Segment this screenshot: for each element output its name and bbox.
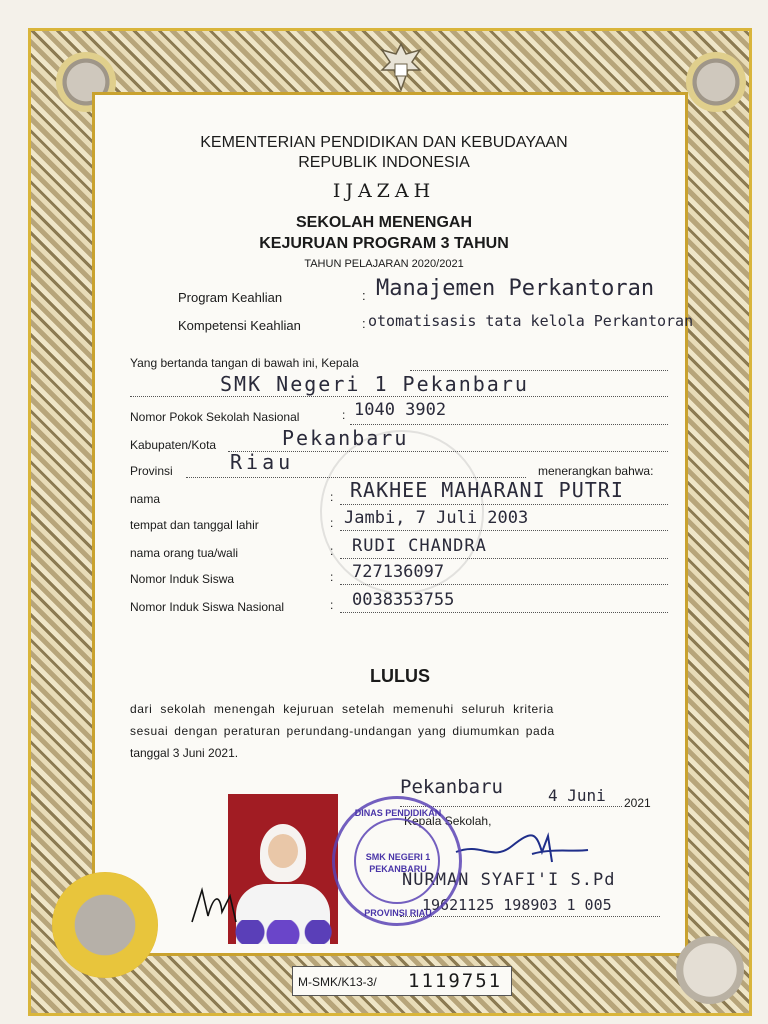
student-name-value: RAKHEE MAHARANI PUTRI — [350, 478, 624, 502]
nis-value: 727136097 — [352, 562, 445, 582]
principal-name: NURMAN SYAFI'I S.Pd — [402, 870, 616, 890]
npsn-value: 1040 3902 — [354, 400, 447, 420]
colon: : — [330, 544, 334, 558]
colon: : — [342, 408, 346, 422]
colon: : — [362, 288, 366, 303]
academic-year: TAHUN PELAJARAN 2020/2021 — [304, 258, 464, 270]
city-label: Kabupaten/Kota — [130, 438, 217, 452]
school-name-value: SMK Negeri 1 Pekanbaru — [220, 372, 529, 396]
republic-heading: REPUBLIK INDONESIA — [298, 154, 470, 171]
principal-signature-icon — [452, 822, 592, 872]
colon: : — [330, 516, 334, 530]
birth-value: Jambi, 7 Juli 2003 — [344, 508, 529, 528]
city-value: Pekanbaru — [282, 426, 409, 450]
school-type-line-2: KEJURUAN PROGRAM 3 TAHUN — [259, 235, 509, 252]
parent-label: nama orang tua/wali — [130, 546, 239, 560]
program-value: Manajemen Perkantoran — [376, 276, 655, 301]
npsn-label: Nomor Pokok Sekolah Nasional — [130, 410, 300, 424]
colon: : — [330, 598, 334, 612]
dotted-line — [340, 530, 668, 531]
dotted-line — [340, 612, 668, 613]
province-value: Riau — [230, 450, 295, 474]
stamp-center-text-2: PEKANBARU — [369, 864, 427, 874]
result-text-line-3: tanggal 3 Juni 2021. — [130, 746, 239, 760]
competency-value: otomatisasis tata kelola Perkantoran — [368, 312, 694, 330]
stamp-center-text-1: SMK NEGERI 1 — [365, 852, 431, 862]
school-type-line-1: SEKOLAH MENENGAH — [295, 214, 472, 231]
gold-hologram-seal-icon — [52, 872, 158, 978]
signing-date: 4 Juni — [548, 786, 606, 805]
document-title: IJAZAH — [332, 180, 436, 202]
nis-label: Nomor Induk Siswa — [130, 572, 235, 586]
dotted-line — [130, 396, 668, 397]
declares-text: menerangkan bahwa: — [538, 464, 654, 478]
birth-label: tempat dan tanggal lahir — [130, 518, 259, 532]
colon: : — [362, 316, 366, 331]
stamp-top-text: DINAS PENDIDIKAN — [354, 808, 442, 818]
corner-medallion-icon — [686, 52, 746, 112]
bottom-right-seal-icon — [676, 936, 744, 1004]
graduation-status: LULUS — [370, 666, 430, 686]
nisn-label: Nomor Induk Siswa Nasional — [130, 600, 285, 614]
dotted-line — [410, 370, 668, 371]
ministry-heading: KEMENTERIAN PENDIDIKAN DAN KEBUDAYAAN — [200, 134, 568, 151]
dotted-line — [340, 558, 668, 559]
stamp-bottom-text: PROVINSI RIAU — [364, 908, 432, 918]
student-name-label: nama — [130, 492, 161, 506]
principal-role: Kepala Sekolah, — [404, 814, 492, 828]
colon: : — [330, 570, 334, 584]
serial-number: 1119751 — [408, 970, 503, 992]
student-signature-icon — [186, 882, 246, 932]
dotted-line — [340, 584, 668, 585]
parent-value: RUDI CHANDRA — [352, 536, 487, 556]
signing-year: 2021 — [624, 796, 651, 810]
dotted-line — [340, 504, 668, 505]
signing-place: Pekanbaru — [400, 776, 503, 798]
serial-code: M-SMK/K13-3/ — [298, 975, 377, 989]
intro-text: Yang bertanda tangan di bawah ini, Kepala — [130, 356, 359, 370]
program-label: Program Keahlian — [178, 290, 283, 305]
dotted-line — [350, 424, 668, 425]
garuda-emblem-icon — [376, 40, 426, 96]
nisn-value: 0038353755 — [352, 590, 455, 610]
principal-nip: 19621125 198903 1 005 — [422, 896, 612, 914]
result-text-line-1: dari sekolah menengah kejuruan setelah memenuhi seluruh kriteria — [130, 702, 554, 716]
competency-label: Kompetensi Keahlian — [178, 318, 301, 333]
result-text-line-2: sesuai dengan peraturan perundang-undangan yang diumumkan pada — [130, 724, 555, 738]
colon: : — [330, 490, 334, 504]
province-label: Provinsi — [130, 464, 173, 478]
